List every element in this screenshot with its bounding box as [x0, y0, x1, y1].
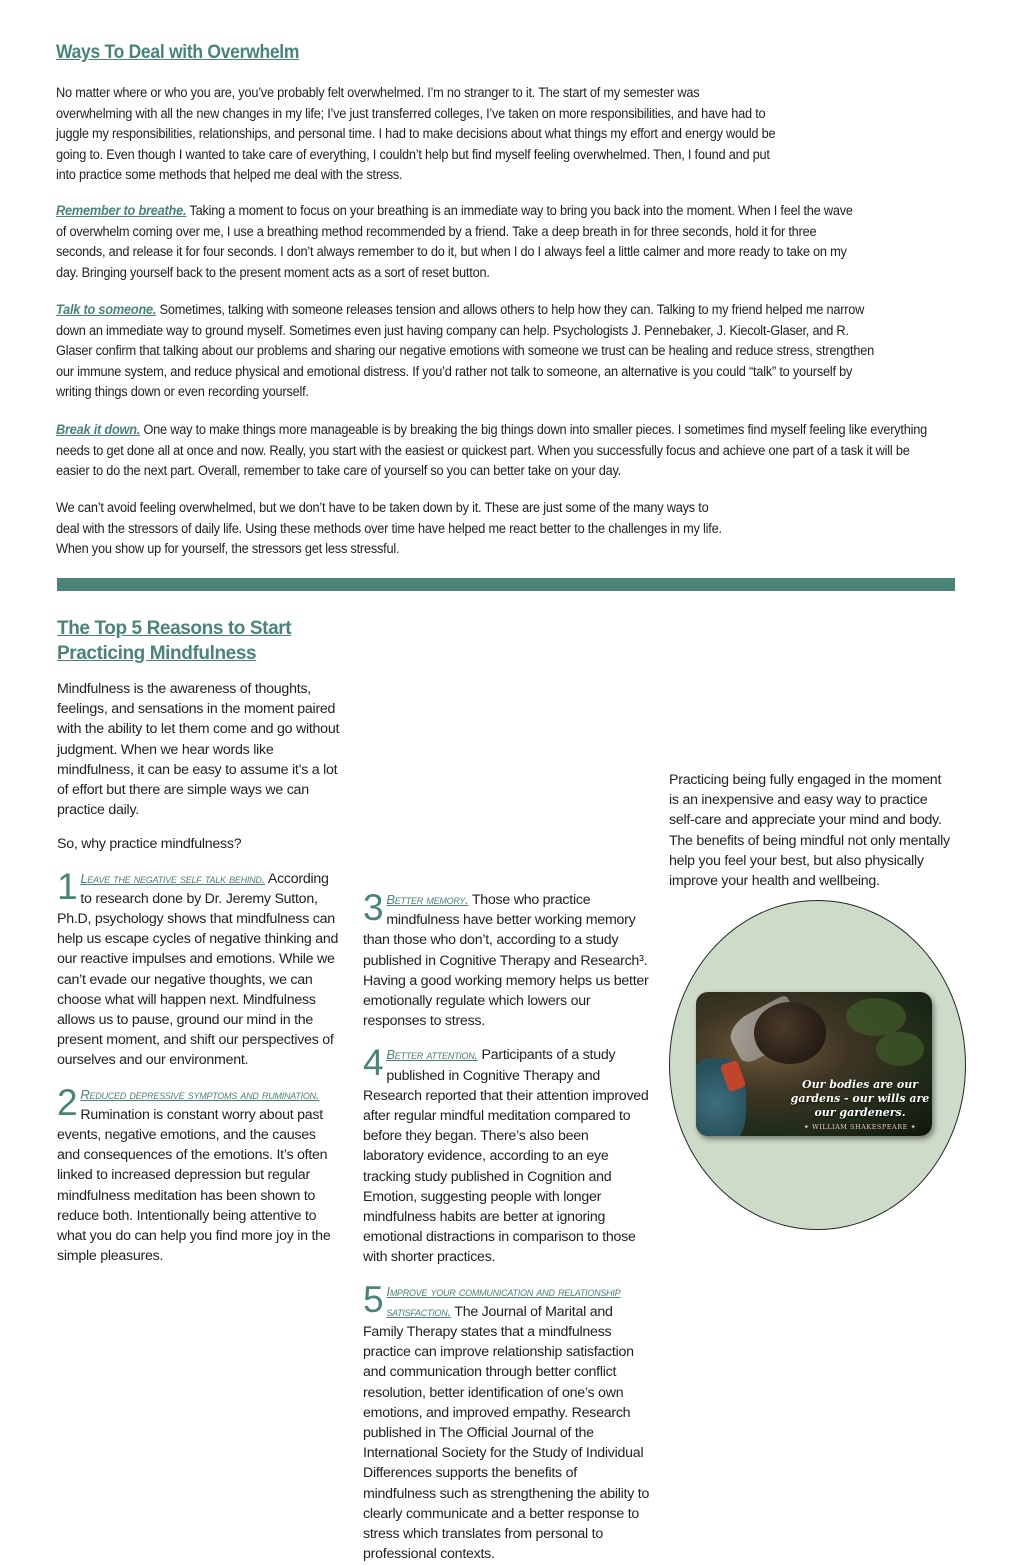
mindfulness-title: The Top 5 Reasons to Start Practicing Mindfulness	[57, 618, 292, 664]
garden-trowel-photo	[696, 992, 932, 1136]
tip-break	[56, 420, 938, 482]
reason-1-title: Leave the negative self talk behind.	[80, 870, 265, 886]
reason-3-text: Those who practice mindfulness have better working memory than those who don’t, according to a study published in Cognitive Therapy and Research³. Having a good working memory helps us better emotionally regulate which lowers our responses to stress.	[363, 892, 649, 1030]
reason-2-text: Rumination is constant worry about past events, negative emotions, and the causes and consequences of the emotions. It’s often linked to increased depression but regular mindfulness meditation has been shown to reduce both. Intentionally being attentive to what you do can help you find more joy in the simple pleasures.	[57, 1106, 331, 1265]
reason-1	[57, 865, 342, 1071]
mindfulness-closing: Practicing being fully engaged in the moment is an inexpensive and easy way to practice self-care and appreciate your mind and body. The benefits of being mindful not only mentally help you feel your best, but also physically improve your health and wellbeing.	[669, 772, 950, 890]
reason-5	[363, 1278, 651, 1565]
reason-3-number: 3	[363, 887, 384, 928]
tip-talk-text: Sometimes, talking with someone releases tension and allows others to help how they can. Talking to my friend helped me narrow down an immediate way to ground myself. Sometimes even just having company can help. Psychologists J. Pennebaker, J. Kiecolt-Glaser, and R. Glaser confirm that talking about our problems and sharing our negative emotions with someone we trust can be healing and reduce stress, strengthen our immune system, and reduce physical and emotional distress. If you’d rather not talk to someone, an alternative is you could “talk” to yourself by writing things down or even recording yourself.	[56, 302, 874, 401]
tip-break-text: One way to make things more manageable is by breaking the big things down into smaller pieces. I sometimes find myself feeling like everything needs to get done all at once and now. Really, you start with the easiest or quickest part. When you successfully focus and achieve one part of a task it will be easier to do the next part. Overall, remember to take care of yourself so you can better take on your day.	[56, 422, 927, 480]
column-2	[363, 887, 651, 1565]
tip-breathe-text: Taking a moment to focus on your breathing is an immediate way to bring you back into the moment. When I feel the wave of overwhelm coming over me, I use a breathing method recommended by a friend. Take a deep breath in for three seconds, hold it for three seconds, and release it for four seconds. I don’t always remember to do it, but when I do I always feel a little calmer and more ready to take on my day. Bringing yourself back to the present moment acts as a sort of reset button.	[56, 203, 853, 281]
quote-author: ✦ WILLIAM SHAKESPEARE ✦	[803, 1123, 917, 1131]
reason-3-title: Better memory.	[386, 892, 469, 907]
column-3	[669, 770, 954, 891]
quote-text: Our bodies are our gardens - our wills are our gardeners.	[790, 1078, 930, 1119]
tip-breathe	[56, 201, 862, 283]
reason-3	[363, 887, 651, 1031]
reason-1-number: 1	[57, 865, 78, 907]
reason-5-title: Improve your communication and relationship satisfaction.	[386, 1283, 621, 1319]
reason-2-number: 2	[57, 1081, 78, 1123]
soil-shape	[754, 1002, 826, 1064]
reason-5-text: The Journal of Marital and Family Therapy states that a mindfulness practice can improve relationship satisfaction and communication through better conflict resolution, better identification of one’s own emotions, and improved empathy. Research published in The Official Journal of the International Society for the Study of Individual Differences supports the benefits of mindfulness such as strengthening the ability to clearly communicate and a better response to stress which translates from personal to professional contexts.	[363, 1303, 650, 1563]
tip-break-lead: Break it down.	[56, 422, 141, 438]
leaf-shape	[876, 1032, 924, 1066]
reason-4-number: 4	[363, 1042, 384, 1084]
section-divider	[57, 578, 955, 591]
quote-author-name: WILLIAM SHAKESPEARE	[812, 1123, 908, 1131]
reason-4-text: Participants of a study published in Cognitive Therapy and Research reported that their attention improved after regular mindful meditation compared to before they began. There’s also been laboratory evidence, according to an eye tracking study published in Cognition and Emotion, suggesting people with longer mindfulness habits are better at ignoring emotional distractions in comparison to those with shorter practices.	[363, 1047, 649, 1266]
reason-1-text: According to research done by Dr. Jeremy Sutton, Ph.D, psychology shows that mindfulness can help us escape cycles of negative thinking and our reactive impulses and emotions. While we can’t evade our negative thoughts, we can choose what will happen next. Mindfulness allows us to pause, ground our mind in the present moment, and shift our perspectives of ourselves and our environment.	[57, 870, 339, 1069]
reason-4-title: Better attention.	[386, 1047, 478, 1063]
tip-talk	[56, 300, 875, 403]
leaf-shape	[846, 998, 906, 1036]
article-title: Ways To Deal with Overwhelm	[56, 42, 300, 63]
tip-breathe-lead: Remember to breathe.	[56, 203, 187, 219]
reason-2	[57, 1081, 342, 1267]
reason-2-title: Reduced depressive symptoms and rumination.	[80, 1086, 320, 1102]
column-1	[57, 616, 342, 1266]
tip-talk-lead: Talk to someone.	[56, 302, 157, 318]
intro-paragraph: No matter where or who you are, you’ve probably felt overwhelmed. I’m no stranger to it. The start of my semester was overwhelming with all the new changes in my life; I’ve just transferred colleges, I’ve taken on more responsibilities, and have had to juggle my responsibilities, relationships, and personal time. I had to make decisions about what things my effort and energy would be going to. Even though I wanted to take care of everything, I couldn’t help but find myself feeling overwhelmed. Then, I found and put into practice some methods that helped me deal with the stress.	[56, 85, 776, 184]
mindfulness-question: So, why practice mindfulness?	[57, 836, 242, 853]
reason-4	[363, 1042, 651, 1267]
reason-5-number: 5	[363, 1278, 384, 1320]
mindfulness-intro: Mindfulness is the awareness of thoughts, feelings, and sensations in the moment paired with the ability to let them come and go without judgment. When we hear words like mindfulness, it can be easy to assume it’s a lot of effort but there are simple ways we can practice daily.	[57, 681, 340, 819]
conclusion-paragraph: We can’t avoid feeling overwhelmed, but we don’t have to be taken down by it. These are just some of the many ways to deal with the stressors of daily life. Using these methods over time have helped me react better to the challenges in my life. When you show up for yourself, the stressors get less stressful.	[56, 500, 722, 558]
